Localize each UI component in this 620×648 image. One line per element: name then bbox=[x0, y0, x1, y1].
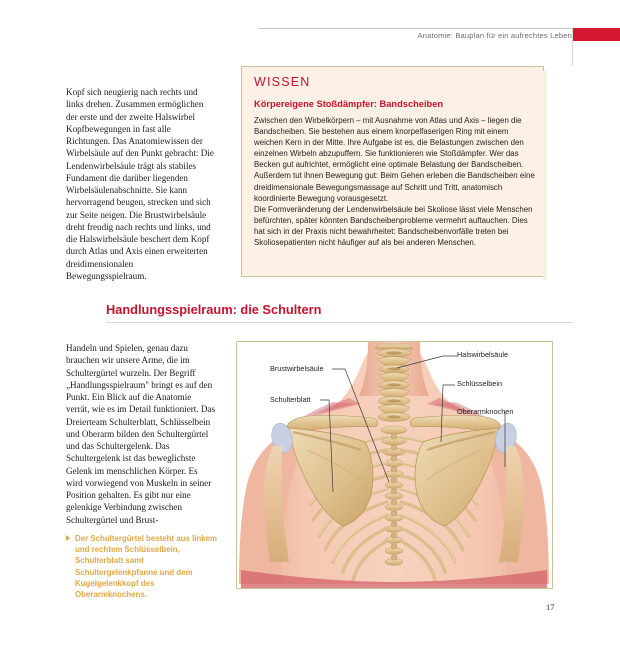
header-rule bbox=[258, 28, 573, 29]
running-header-title: Anatomie: Bauplan für ein aufrechtes Leben bbox=[417, 31, 572, 40]
body-text-upper-left: Kopf sich neugierig nach rechts und links drehen. Zusammen ermöglichen der erste und der zweite Halswirbel Kopfbewegungen in fast alle Richtungen. Das Anatomiewissen der Wirbelsäule auf den Punkt gebracht: Die Lendenwirbelsäule trägt als stabiles Fundament die darüber liegenden Wirbelsäulenabschnitte. Sie kann hervorragend beugen, strecken und sich zur Seite neigen. Die Brustwirbelsäule dreht freudig nach rechts und links, und die Halswirbelsäule beschert dem Kopf durch Atlas und Axis einen erweiterten dreidimensionalen Bewegungsspielraum. bbox=[66, 87, 214, 281]
wissen-info-box bbox=[241, 66, 544, 277]
page-number: 17 bbox=[546, 602, 555, 612]
label-schluesselbein: Schlüsselbein bbox=[457, 379, 503, 388]
label-brustwirbelsaeule: Brustwirbelsäule bbox=[270, 364, 324, 373]
label-halswirbelsaeule: Halswirbelsäule bbox=[457, 350, 509, 359]
label-schulterblatt: Schulterblatt bbox=[270, 395, 311, 404]
label-oberarmknochen: Oberarmknochen bbox=[457, 407, 514, 416]
anatomy-figure bbox=[236, 341, 553, 589]
wissen-box-shadow bbox=[543, 71, 547, 280]
key-fact-callout-text: Der Schultergürtel besteht aus linkem und rechtem Schlüsselbein, Schulterblatt samt Schultergelenkpfanne und dem Kugelgelenkkopf des Oberarmknochens. bbox=[75, 534, 218, 600]
wissen-box-subtitle: Körpereigene Stoßdämpfer: Bandscheiben bbox=[254, 99, 444, 109]
header-accent-bar bbox=[573, 28, 620, 41]
wissen-paragraph-2: Die Formveränderung der Lendenwirbelsäule bei Skoliose lässt viele Menschen befürchten, später könnten Bandscheibenprobleme vermehrt auftauchen. Dies hat sich in der Praxis nicht bewahrheitet: Bandscheibenvorfälle treten bei Skoliosepatienten nicht häufiger auf als bei anderen Menschen. bbox=[254, 204, 533, 248]
wissen-paragraph-1: Zwischen den Wirbelkörpern – mit Ausnahme von Atlas und Axis – liegen die Bandscheiben. Sie bestehen aus einem knorpelfaserigen Ring mit einem weichen Kern in der Mitte. Ihre Aufgabe ist es, die Belastungen zwischen den einzelnen Wirbeln abzupuffern. Sie funktionieren wie Stoßdämpfer. Wer das Becken gut aufrichtet, ermöglicht eine optimale Belastung der Bandscheiben. Außerdem tut ihnen Bewegung gut: Beim Gehen erleben die Bandscheiben eine dreidimensionale Bewegungsmassage auf Schritt und Tritt, anatomisch koordinierte Bewegung vorausgesetzt. bbox=[254, 116, 535, 203]
triangle-right-icon bbox=[66, 535, 70, 541]
section-heading: Handlungsspielraum: die Schultern bbox=[106, 302, 322, 317]
key-fact-callout bbox=[66, 533, 218, 600]
anatomy-illustration bbox=[237, 342, 552, 588]
section-heading-rule bbox=[106, 322, 573, 323]
wissen-box-label: WISSEN bbox=[254, 75, 311, 89]
wissen-box-body bbox=[254, 115, 535, 248]
body-text-lower-left: Handeln und Spielen, genau dazu brauchen wir unsere Arme, die im Schultergürtel wurzeln. Der Begriff „Handlungsspielraum" bringt es auf den Punkt. Ein Blick auf die Anatomie verrät, wie es im Detail funktioniert. Das Dreierteam Schulterblatt, Schlüsselbein und Oberarm bilden den Schultergürtel und das Schultergelenk. Das Schultergelenk ist das beweglichste Gelenk im menschlichen Körper. Es wird vorwiegend von Muskeln in seiner Position gehalten. Es gibt nur eine gelenkige Verbindung zwischen Schultergürtel und Brust- bbox=[66, 343, 215, 525]
